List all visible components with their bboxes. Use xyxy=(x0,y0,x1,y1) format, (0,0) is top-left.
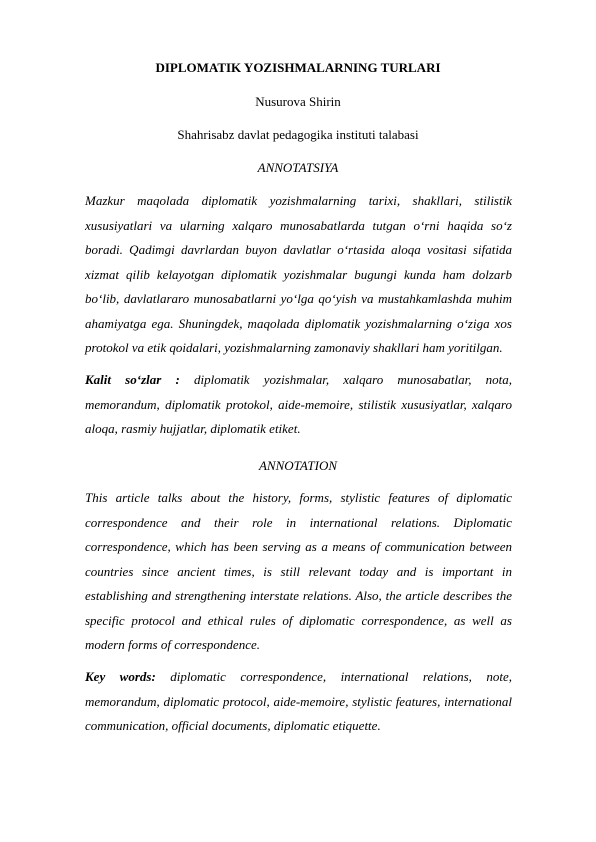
keywords-uz-label: Kalit so‘zlar : xyxy=(85,372,180,387)
annotation-uz-text: Mazkur maqolada diplomatik yozishmalarning tarixi, shakllari, stilistik xususiyatlari va ularning xalqaro munosabatlarda tutgan o‘rni haqida so‘z boradi. Qadimgi davrlardan buyon davlatlar o‘rtasida aloqa vositasi sifatida xizmat qilib kelayotgan diplomatik yozishmalar bugungi kunda ham dolzarb bo‘lib, davlatlararo munosabatlarni yo‘lga qo‘yish va mustahkamlashda muhim ahamiyatga ega. Shuningdek, maqolada diplomatik yozishmalarning o‘ziga xos protokol va etik qoidalari, yozishmalarning zamonaviy shakllari ham yoritilgan. xyxy=(85,193,512,355)
keywords-uz xyxy=(85,368,512,442)
keywords-en-list: diplomatic correspondence, international relations, note, memorandum, diplomatic protocol, aide-memoire, stylistic features, international communication, official documents, diplomatic etiquette. xyxy=(85,669,512,733)
annotation-en-heading: ANNOTATION xyxy=(258,458,337,473)
annotation-uz-heading: ANNOTATSIYA xyxy=(257,160,339,175)
keywords-uz-list: diplomatik yozishmalar, xalqaro munosabatlar, nota, memorandum, diplomatik protokol, aide-memoire, stilistik xususiyatlar, xalqaro aloqa, rasmiy hujjatlar, diplomatik etiket. xyxy=(85,372,512,436)
keywords-en xyxy=(85,665,512,739)
author-affiliation: Shahrisabz davlat pedagogika instituti talabasi xyxy=(177,127,419,142)
keywords-en-label: Key words: xyxy=(85,669,156,684)
paper-title: DIPLOMATIK YOZISHMALARNING TURLARI xyxy=(155,60,441,75)
author-name: Nusurova Shirin xyxy=(255,94,341,109)
annotation-en-text: This article talks about the history, forms, stylistic features of diplomatic correspondence and their role in international relations. Diplomatic correspondence, which has been serving as a means of communication between countries since ancient times, is still relevant today and is important in establishing and strengthening interstate relations. Also, the article describes the specific protocol and ethical rules of diplomatic correspondence, as well as modern forms of correspondence. xyxy=(85,490,512,652)
